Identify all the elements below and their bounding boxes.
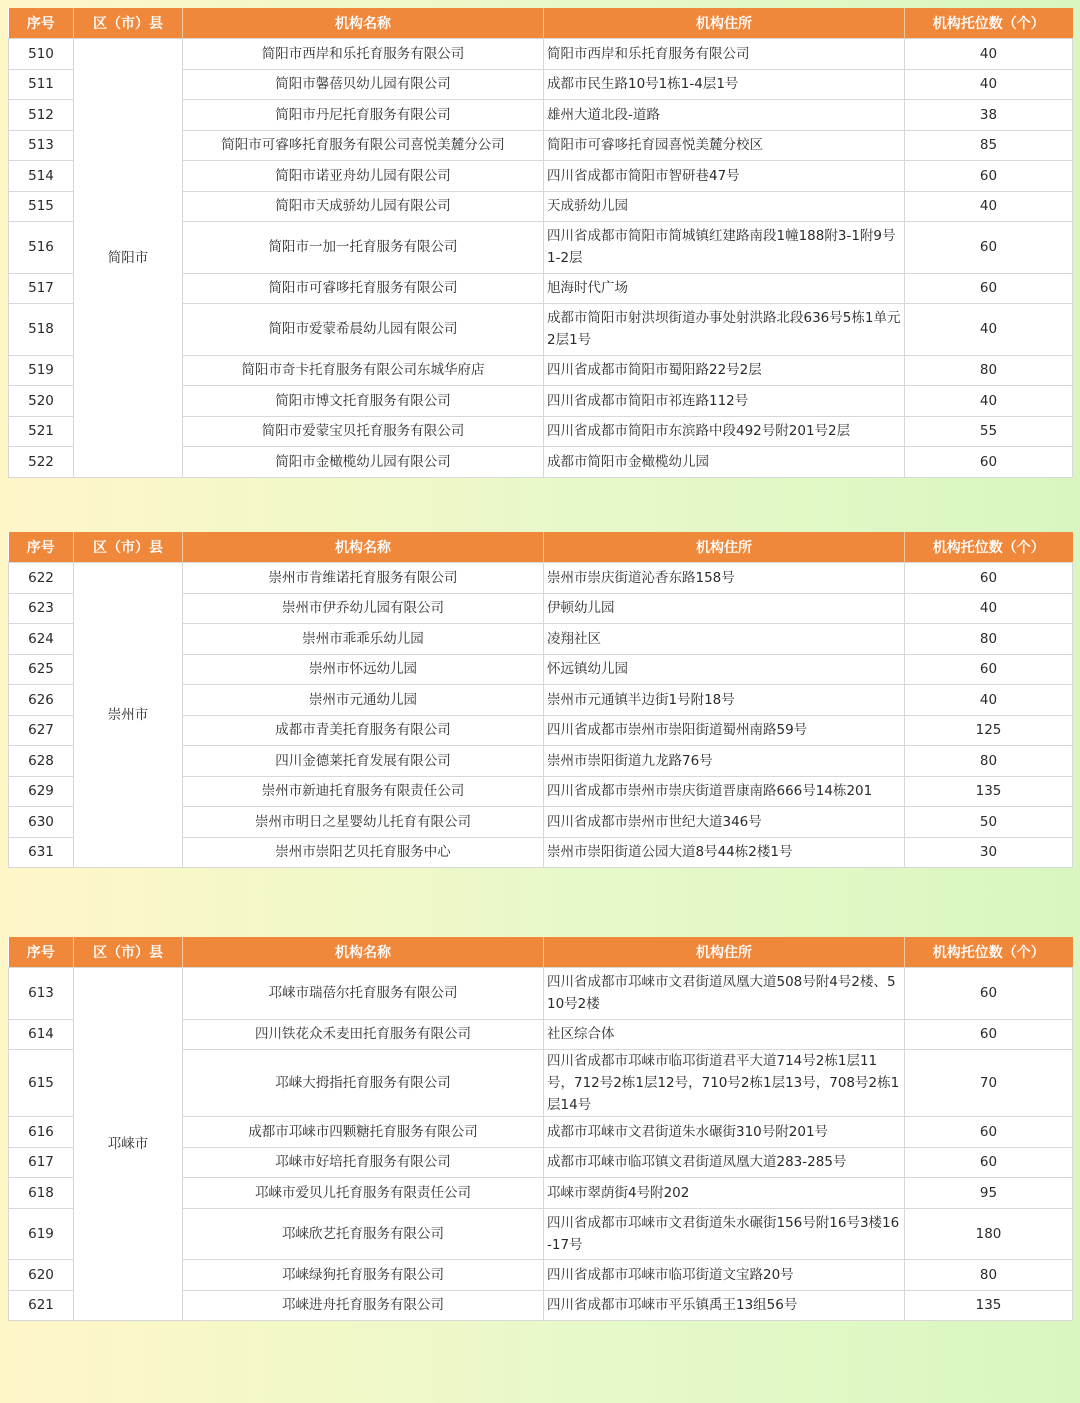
cell-capacity: 60	[905, 654, 1073, 685]
cell-capacity: 95	[905, 1178, 1073, 1209]
cell-address: 四川省成都市简阳市东滨路中段492号附201号2层	[544, 416, 905, 447]
cell-capacity: 40	[905, 386, 1073, 417]
header-address: 机构住所	[544, 8, 905, 39]
cell-address: 四川省成都市邛崃市平乐镇禹王13组56号	[544, 1290, 905, 1321]
cell-name: 四川金德莱托育发展有限公司	[183, 746, 544, 777]
cell-address: 四川省成都市简阳市蜀阳路22号2层	[544, 355, 905, 386]
cell-index: 517	[9, 273, 74, 304]
table-panel-jianyang	[8, 8, 1072, 478]
cell-capacity: 135	[905, 1290, 1073, 1321]
cell-address: 社区综合体	[544, 1019, 905, 1050]
cell-name: 崇州市肯维诺托育服务有限公司	[183, 563, 544, 594]
cell-capacity: 60	[905, 563, 1073, 594]
cell-name: 简阳市奇卡托育服务有限公司东城华府店	[183, 355, 544, 386]
cell-index: 615	[9, 1050, 74, 1117]
cell-capacity: 80	[905, 746, 1073, 777]
cell-address: 天成骄幼儿园	[544, 191, 905, 222]
cell-index: 620	[9, 1260, 74, 1291]
cell-index: 616	[9, 1117, 74, 1148]
cell-address: 四川省成都市崇州市世纪大道346号	[544, 807, 905, 838]
header-district: 区（市）县	[74, 532, 183, 563]
cell-address: 邛崃市翠荫街4号附202	[544, 1178, 905, 1209]
table-row	[9, 968, 1073, 1020]
header-district: 区（市）县	[74, 8, 183, 39]
cell-address: 四川省成都市邛崃市临邛街道君平大道714号2栋1层11号，712号2栋1层12号，710号2栋1层13号，708号2栋1层14号	[544, 1050, 905, 1117]
cell-name: 邛崃进舟托育服务有限公司	[183, 1290, 544, 1321]
cell-name: 崇州市伊乔幼儿园有限公司	[183, 593, 544, 624]
cell-address: 凌翔社区	[544, 624, 905, 655]
cell-address: 四川省成都市崇州市崇庆街道晋康南路666号14栋201	[544, 776, 905, 807]
header-name: 机构名称	[183, 8, 544, 39]
cell-capacity: 70	[905, 1050, 1073, 1117]
cell-index: 614	[9, 1019, 74, 1050]
cell-name: 简阳市爱蒙希晨幼儿园有限公司	[183, 304, 544, 356]
cell-capacity: 40	[905, 191, 1073, 222]
cell-capacity: 60	[905, 1147, 1073, 1178]
cell-capacity: 180	[905, 1208, 1073, 1260]
header-name: 机构名称	[183, 937, 544, 968]
cell-capacity: 60	[905, 447, 1073, 478]
table-header-row	[9, 532, 1073, 563]
data-table	[8, 8, 1073, 478]
cell-address: 崇州市崇阳街道九龙路76号	[544, 746, 905, 777]
cell-name: 简阳市一加一托育服务有限公司	[183, 222, 544, 274]
cell-name: 崇州市元通幼儿园	[183, 685, 544, 716]
cell-address: 崇州市元通镇半边街1号附18号	[544, 685, 905, 716]
cell-name: 简阳市博文托育服务有限公司	[183, 386, 544, 417]
cell-address: 伊顿幼儿园	[544, 593, 905, 624]
cell-district: 简阳市	[74, 39, 183, 478]
header-name: 机构名称	[183, 532, 544, 563]
cell-index: 513	[9, 130, 74, 161]
header-capacity: 机构托位数（个）	[905, 532, 1073, 563]
header-district: 区（市）县	[74, 937, 183, 968]
cell-capacity: 60	[905, 968, 1073, 1020]
header-address: 机构住所	[544, 937, 905, 968]
cell-address: 四川省成都市简阳市智研巷47号	[544, 161, 905, 192]
table-panel-chongzhou	[8, 532, 1072, 868]
cell-address: 四川省成都市邛崃市文君街道凤凰大道508号附4号2楼、510号2楼	[544, 968, 905, 1020]
cell-name: 崇州市怀远幼儿园	[183, 654, 544, 685]
cell-address: 简阳市西岸和乐托育服务有限公司	[544, 39, 905, 70]
cell-index: 515	[9, 191, 74, 222]
cell-address: 成都市简阳市金橄榄幼儿园	[544, 447, 905, 478]
cell-capacity: 60	[905, 273, 1073, 304]
cell-name: 邛崃市爱贝儿托育服务有限责任公司	[183, 1178, 544, 1209]
cell-name: 崇州市明日之星婴幼儿托育有限公司	[183, 807, 544, 838]
cell-district: 崇州市	[74, 563, 183, 868]
cell-index: 621	[9, 1290, 74, 1321]
cell-name: 成都市邛崃市四颗糖托育服务有限公司	[183, 1117, 544, 1148]
cell-address: 简阳市可睿哆托育园喜悦美麓分校区	[544, 130, 905, 161]
cell-name: 简阳市西岸和乐托育服务有限公司	[183, 39, 544, 70]
cell-index: 511	[9, 69, 74, 100]
cell-index: 518	[9, 304, 74, 356]
cell-index: 622	[9, 563, 74, 594]
cell-index: 522	[9, 447, 74, 478]
cell-address: 成都市邛崃市文君街道朱水碾街310号附201号	[544, 1117, 905, 1148]
cell-index: 630	[9, 807, 74, 838]
cell-index: 520	[9, 386, 74, 417]
table-panel-qionglai	[8, 937, 1072, 1321]
cell-name: 简阳市诺亚舟幼儿园有限公司	[183, 161, 544, 192]
header-capacity: 机构托位数（个）	[905, 937, 1073, 968]
cell-address: 四川省成都市邛崃市文君街道朱水碾街156号附16号3楼16-17号	[544, 1208, 905, 1260]
cell-index: 510	[9, 39, 74, 70]
cell-index: 626	[9, 685, 74, 716]
cell-address: 成都市邛崃市临邛镇文君街道凤凰大道283-285号	[544, 1147, 905, 1178]
cell-address: 旭海时代广场	[544, 273, 905, 304]
cell-capacity: 85	[905, 130, 1073, 161]
header-index: 序号	[9, 8, 74, 39]
cell-capacity: 40	[905, 593, 1073, 624]
cell-name: 崇州市乖乖乐幼儿园	[183, 624, 544, 655]
cell-name: 成都市青美托育服务有限公司	[183, 715, 544, 746]
cell-index: 628	[9, 746, 74, 777]
cell-capacity: 125	[905, 715, 1073, 746]
cell-capacity: 135	[905, 776, 1073, 807]
cell-district: 邛崃市	[74, 968, 183, 1321]
cell-index: 521	[9, 416, 74, 447]
cell-name: 简阳市丹尼托育服务有限公司	[183, 100, 544, 131]
header-index: 序号	[9, 937, 74, 968]
cell-capacity: 80	[905, 355, 1073, 386]
cell-address: 成都市民生路10号1栋1-4层1号	[544, 69, 905, 100]
cell-capacity: 40	[905, 39, 1073, 70]
cell-name: 四川铁花众禾麦田托育服务有限公司	[183, 1019, 544, 1050]
cell-capacity: 55	[905, 416, 1073, 447]
cell-capacity: 40	[905, 69, 1073, 100]
cell-index: 627	[9, 715, 74, 746]
cell-address: 崇州市崇庆街道沁香东路158号	[544, 563, 905, 594]
table-row	[9, 563, 1073, 594]
cell-address: 成都市简阳市射洪坝街道办事处射洪路北段636号5栋1单元2层1号	[544, 304, 905, 356]
cell-index: 631	[9, 837, 74, 868]
cell-name: 邛崃绿狗托育服务有限公司	[183, 1260, 544, 1291]
table-row	[9, 39, 1073, 70]
cell-capacity: 60	[905, 1019, 1073, 1050]
cell-capacity: 40	[905, 685, 1073, 716]
cell-name: 邛崃市瑞蓓尔托育服务有限公司	[183, 968, 544, 1020]
cell-index: 512	[9, 100, 74, 131]
cell-name: 简阳市金橄榄幼儿园有限公司	[183, 447, 544, 478]
cell-address: 雄州大道北段-道路	[544, 100, 905, 131]
header-address: 机构住所	[544, 532, 905, 563]
cell-address: 四川省成都市简阳市祁连路112号	[544, 386, 905, 417]
cell-capacity: 38	[905, 100, 1073, 131]
cell-address: 四川省成都市邛崃市临邛街道文宝路20号	[544, 1260, 905, 1291]
cell-name: 邛崃大拇指托育服务有限公司	[183, 1050, 544, 1117]
cell-index: 516	[9, 222, 74, 274]
cell-name: 简阳市可睿哆托育服务有限公司喜悦美麓分公司	[183, 130, 544, 161]
data-table	[8, 937, 1073, 1321]
cell-capacity: 50	[905, 807, 1073, 838]
cell-name: 简阳市爱蒙宝贝托育服务有限公司	[183, 416, 544, 447]
cell-index: 623	[9, 593, 74, 624]
cell-name: 邛崃欣艺托育服务有限公司	[183, 1208, 544, 1260]
cell-name: 崇州市新迪托育服务有限责任公司	[183, 776, 544, 807]
cell-index: 625	[9, 654, 74, 685]
cell-capacity: 40	[905, 304, 1073, 356]
cell-address: 四川省成都市崇州市崇阳街道蜀州南路59号	[544, 715, 905, 746]
cell-capacity: 80	[905, 624, 1073, 655]
cell-index: 624	[9, 624, 74, 655]
table-header-row	[9, 937, 1073, 968]
data-table	[8, 532, 1073, 868]
cell-index: 617	[9, 1147, 74, 1178]
cell-address: 怀远镇幼儿园	[544, 654, 905, 685]
table-header-row	[9, 8, 1073, 39]
cell-index: 514	[9, 161, 74, 192]
cell-name: 简阳市馨蓓贝幼儿园有限公司	[183, 69, 544, 100]
cell-index: 619	[9, 1208, 74, 1260]
cell-capacity: 60	[905, 161, 1073, 192]
cell-capacity: 30	[905, 837, 1073, 868]
cell-name: 邛崃市好培托育服务有限公司	[183, 1147, 544, 1178]
cell-capacity: 60	[905, 222, 1073, 274]
header-capacity: 机构托位数（个）	[905, 8, 1073, 39]
cell-index: 613	[9, 968, 74, 1020]
cell-address: 崇州市崇阳街道公园大道8号44栋2楼1号	[544, 837, 905, 868]
cell-capacity: 80	[905, 1260, 1073, 1291]
cell-name: 简阳市天成骄幼儿园有限公司	[183, 191, 544, 222]
cell-address: 四川省成都市简阳市简城镇红建路南段1幢188附3-1附9号1-2层	[544, 222, 905, 274]
cell-index: 618	[9, 1178, 74, 1209]
cell-index: 629	[9, 776, 74, 807]
cell-capacity: 60	[905, 1117, 1073, 1148]
cell-name: 简阳市可睿哆托育服务有限公司	[183, 273, 544, 304]
cell-name: 崇州市崇阳艺贝托育服务中心	[183, 837, 544, 868]
cell-index: 519	[9, 355, 74, 386]
header-index: 序号	[9, 532, 74, 563]
